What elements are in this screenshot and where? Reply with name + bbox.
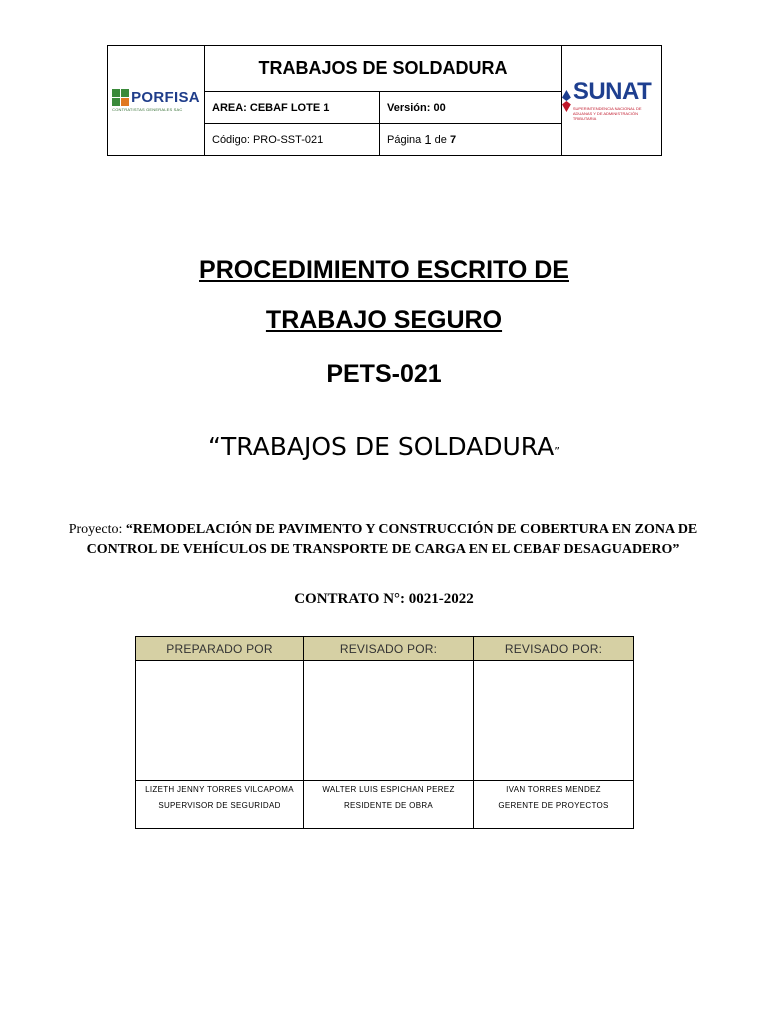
signatory-1 [136,781,304,828]
proyecto-text: “REMODELACIÓN DE PAVIMENTO Y CONSTRUCCIÓN DE COBERTURA EN ZONA DE CONTROL DE VEHÍCULOS DE TRANSPORTE DE CARGA EN EL CEBAF DESAGUADERO” [86,522,698,557]
signatory-role: SUPERVISOR DE SEGURIDAD [158,801,281,810]
porfisa-logo [112,89,200,112]
signatory-name: IVAN TORRES MENDEZ [506,785,601,794]
heading-line-1: PROCEDIMIENTO ESCRITO DE [199,256,569,284]
signature-table [135,636,634,829]
area-field: AREA: CEBAF LOTE 1 [205,92,380,123]
contrato-number: CONTRATO N°: 0021-2022 [294,591,474,607]
signature-space-1 [136,661,304,781]
version-field: Versión: 00 [387,101,446,114]
subtitle-close-quote: ” [554,445,560,458]
signatory-name: LIZETH JENNY TORRES VILCAPOMA [145,785,294,794]
document-subtitle [0,432,768,461]
pagina-label: Página [387,133,422,146]
sunat-logo-name: SUNAT [572,78,652,105]
header-title: TRABAJOS DE SOLDADURA [205,46,561,92]
signatory-role: RESIDENTE DE OBRA [343,801,434,810]
document-header [107,45,662,156]
document-code: PETS-021 [326,360,442,388]
sunat-logo [562,80,661,121]
signature-space-2 [304,661,474,781]
porfisa-logo-name: PORFISA [131,89,200,106]
client-logo-cell [561,46,661,155]
sunat-mark-icon [562,81,571,121]
signatory-2 [304,781,474,828]
signatory-3 [474,781,633,828]
signature-header-2: REVISADO POR: [304,637,474,661]
pagina-field [380,124,561,155]
porfisa-squares-icon [112,89,129,106]
heading-line-2: TRABAJO SEGURO [265,306,503,334]
pagina-num: 1 [424,132,432,147]
signature-header-1: PREPARADO POR [136,637,304,661]
pagina-total: 7 [449,133,457,146]
signature-space-3 [474,661,633,781]
signature-header-3: REVISADO POR: [474,637,633,661]
proyecto-description [58,520,708,560]
proyecto-label: Proyecto: [68,522,123,537]
signatory-name: WALTER LUIS ESPICHAN PEREZ [322,785,455,794]
header-row-codigo [205,124,561,155]
subtitle-text: “TRABAJOS DE SOLDADURA [208,432,555,461]
porfisa-logo-sub: CONTRATISTAS GENERALES SAC [112,107,183,112]
pagina-de: de [434,133,447,146]
signatory-role: GERENTE DE PROYECTOS [498,801,609,810]
header-row-area [205,92,561,124]
sunat-logo-sub: SUPERINTENDENCIA NACIONAL DE ADUANAS Y DE ADMINISTRACIÓN TRIBUTARIA [572,106,642,121]
company-logo-cell [108,46,205,155]
codigo-field: Código: PRO-SST-021 [205,124,380,155]
